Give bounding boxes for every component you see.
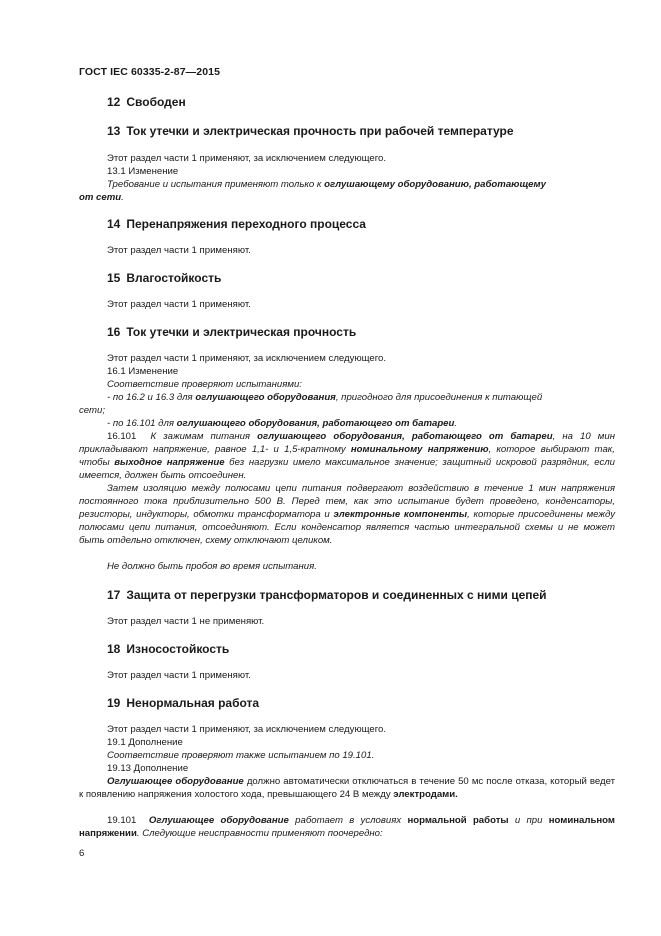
term: оглушающего оборудования [195,392,336,403]
text-run: работает в условиях [288,815,408,826]
paragraph: Этот раздел части 1 не применяют. [107,616,265,627]
text-run: Затем изоляцию между полюсами цепи питания подвергают воздействию в течение 1 мин напряжения постоянного тока приблизительно 500 В. Перед тем, как это испытание будет проведено, конденсаторы, резисторы, индукторы, обмотки трансформатора и [79,483,615,520]
clause-label: 19.1 Дополнение [107,737,183,748]
term: выходное напряжение [114,457,225,468]
section-title: Ненормальная работа [126,696,260,710]
term: оглушающего оборудования, работающего от батареи [257,431,553,442]
term: оглушающего оборудования, работающего от батареи [176,418,455,429]
term: оглушающему оборудованию, работающему [324,179,546,190]
paragraph: Этот раздел части 1 применяют, за исключением следующего. [107,353,387,364]
term: Оглушающее оборудование [148,815,289,826]
section-19-heading [107,696,259,710]
text-run: . [454,418,458,429]
text-run: . [121,192,124,203]
paragraph-continuation [79,191,124,204]
term: от сети [79,192,122,203]
paragraph: Этот раздел части 1 применяют. [107,245,251,256]
section-number: 17 [107,588,121,602]
section-17-heading [107,588,547,602]
list-item [107,391,542,404]
term: электронные компоненты [333,509,468,520]
section-title: Ток утечки и электрическая прочность при рабочей температуре [126,124,514,138]
text-run: без нагрузки имело максимальное значение; защитный искровой разрядник, если имеется, должен быть отсоединен. [79,457,616,481]
clause-number: 19.101 [107,815,137,826]
section-title: Влагостойкость [126,271,222,285]
clause-19-101 [79,814,615,840]
section-13-heading [107,124,514,138]
paragraph: Этот раздел части 1 применяют. [107,299,251,310]
section-title: Защита от перегрузки трансформаторов и соединенных с ними цепей [126,588,547,602]
text-run: и при [508,815,549,826]
text-run: К зажимам питания [150,431,258,442]
clause-label: 19.13 Дополнение [107,763,189,774]
paragraph: Соответствие проверяют испытаниями: [107,379,302,390]
paragraph [107,178,546,191]
paragraph [79,482,615,547]
paragraph: Не должно быть пробоя во время испытания. [107,561,317,572]
text-run: , которые присоединены между полюсами цепи питания, отсоединяют. Если конденсатор является частью интегральной схемы и не может быть отдельно отключен, схему отключают целиком. [79,509,616,546]
paragraph: Этот раздел части 1 применяют. [107,670,251,681]
list-item [107,417,457,430]
clause-label: 13.1 Изменение [107,166,179,177]
text-run: , на 10 мин прикладывают напряжение, равное 1,1- и 1,5-кратному [79,431,615,455]
section-18-heading [107,642,229,656]
paragraph: Этот раздел части 1 применяют, за исключением следующего. [107,153,387,164]
section-number: 18 [107,642,121,656]
clause-number: 16.101 [107,431,137,442]
text-run: Требование и испытания применяют только к [107,179,325,190]
section-number: 12 [107,95,121,109]
paragraph: Этот раздел части 1 применяют, за исключением следующего. [107,724,387,735]
section-16-heading [107,325,356,339]
term: номинальном напряжении [79,815,615,839]
term: нормальной работы [407,815,509,826]
section-number: 19 [107,696,121,710]
section-title: Износостойкость [126,642,230,656]
text-run: , пригодного для присоединения к питающей [335,392,543,403]
standard-header: ГОСТ IEC 60335-2-87—2015 [79,66,221,78]
section-number: 16 [107,325,121,339]
term: номинальному напряжению [350,444,489,455]
term: электродами. [393,789,458,800]
section-14-heading [107,217,366,231]
section-number: 15 [107,271,121,285]
clause-label: 16.1 Изменение [107,366,179,377]
text-run: - по 16.101 для [107,418,177,429]
section-15-heading [107,271,221,285]
section-12-heading [107,95,186,109]
text-run: . Следующие неисправности применяют поочередно: [136,828,383,839]
paragraph [79,775,615,801]
page-number: 6 [79,848,85,859]
section-number: 14 [107,217,121,231]
text-run: - по 16.2 и 16.3 для [107,392,196,403]
clause-16-101 [79,430,615,482]
paragraph: Соответствие проверяют также испытанием по 19.101. [107,750,375,761]
section-title: Ток утечки и электрическая прочность [126,325,357,339]
text-run: , которое выбирают так, чтобы [79,444,615,468]
text-run: должно автоматически отключаться в течение 50 мс после отказа, который ведет к появлению напряжения холостого хода, превышающего 24 В между [79,776,615,800]
section-number: 13 [107,124,121,138]
list-item-continuation: сети; [79,405,106,416]
term: Оглушающее оборудование [107,776,244,787]
section-title: Свободен [126,95,186,109]
section-title: Перенапряжения переходного процесса [126,217,366,231]
